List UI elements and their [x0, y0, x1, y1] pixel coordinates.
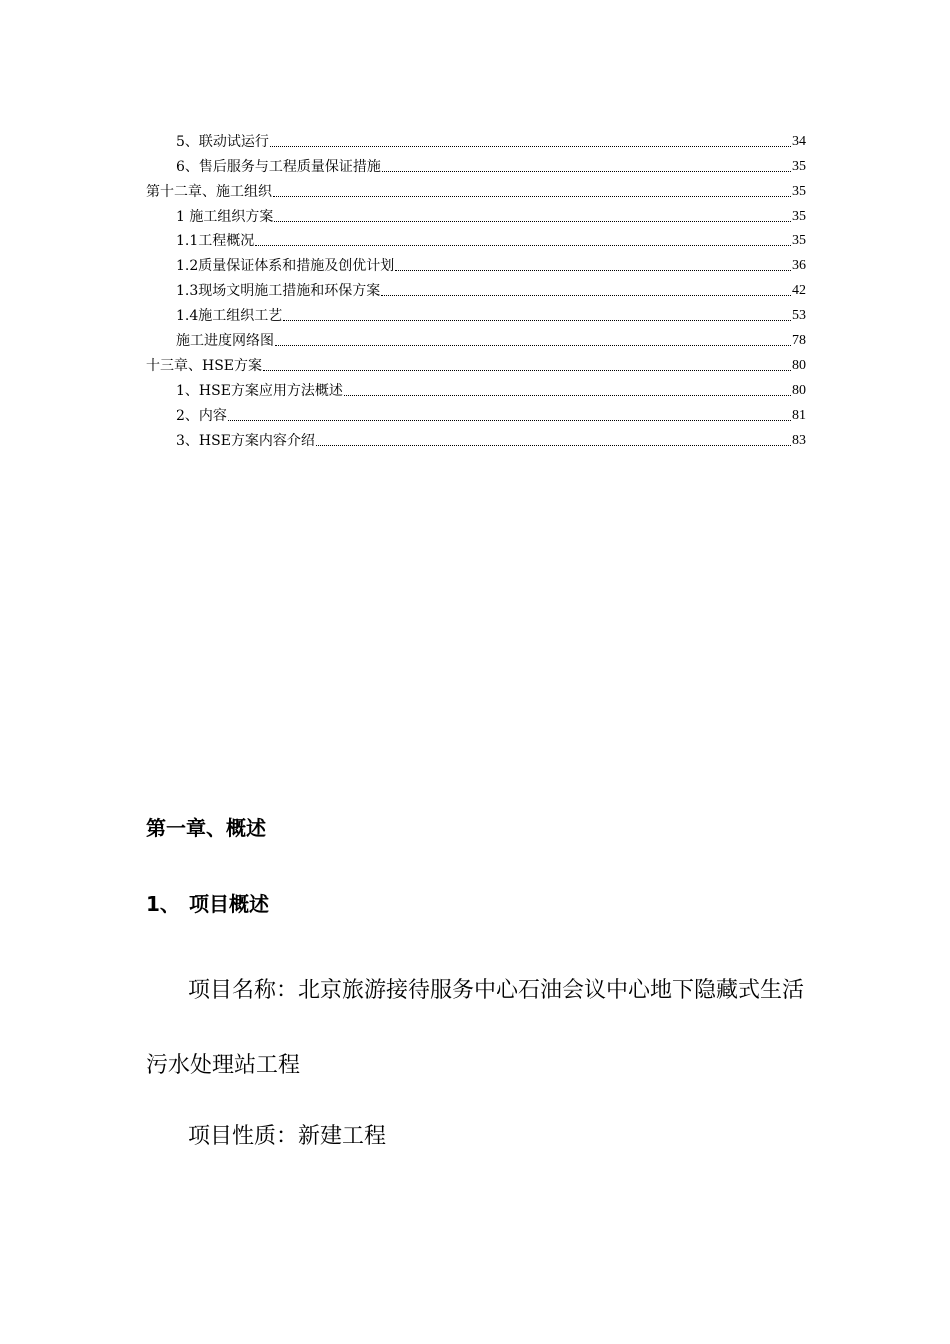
toc-entry[interactable] [146, 350, 806, 375]
toc-entry[interactable] [146, 275, 806, 300]
toc-entry-label: 1、HSE方案应用方法概述 [176, 382, 343, 399]
toc-entry-page: 81 [792, 407, 806, 423]
toc-entry-label: 2、内容 [176, 407, 227, 424]
toc-leader-dots [381, 295, 791, 296]
toc-entry[interactable] [146, 425, 806, 450]
toc-entry-page: 36 [792, 258, 806, 274]
toc-entry[interactable] [146, 400, 806, 425]
toc-entry[interactable] [146, 325, 806, 350]
toc-entry[interactable] [146, 300, 806, 325]
toc-entry[interactable] [146, 176, 806, 201]
project-nature-paragraph: 项目性质：新建工程 [188, 1124, 387, 1149]
toc-entry-label: 1.2质量保证体系和措施及创优计划 [176, 258, 395, 275]
toc-entry[interactable] [146, 201, 806, 226]
toc-leader-dots [395, 270, 791, 271]
project-name-paragraph: 项目名称：北京旅游接待服务中心石油会议中心地下隐藏式生活污水处理站工程 [146, 978, 805, 1078]
toc-entry-page: 83 [792, 432, 806, 448]
toc-entry-label: 5、联动试运行 [176, 133, 269, 150]
toc-leader-dots [228, 420, 791, 421]
toc-entry-label: 1.3现场文明施工措施和环保方案 [176, 283, 381, 300]
chapter-heading: 第一章、概述 [146, 816, 266, 840]
table-of-contents [146, 126, 806, 450]
toc-leader-dots [283, 320, 791, 321]
toc-leader-dots [273, 196, 791, 197]
toc-entry-page: 42 [792, 283, 806, 299]
toc-leader-dots [382, 171, 791, 172]
toc-entry[interactable] [146, 126, 806, 151]
toc-entry[interactable] [146, 250, 806, 275]
toc-entry[interactable] [146, 151, 806, 176]
toc-entry-page: 53 [792, 308, 806, 324]
toc-entry-page: 35 [792, 183, 806, 199]
toc-entry-label: 1.1工程概况 [176, 233, 255, 250]
toc-entry-page: 35 [792, 158, 806, 174]
toc-entry-page: 78 [792, 333, 806, 349]
toc-entry-page: 34 [792, 133, 806, 149]
toc-leader-dots [270, 146, 791, 147]
toc-entry[interactable] [146, 226, 806, 251]
toc-entry-label: 6、售后服务与工程质量保证措施 [176, 158, 381, 175]
toc-entry-page: 35 [792, 208, 806, 224]
toc-entry-label: 1 施工组织方案 [176, 208, 274, 225]
toc-entry-page: 80 [792, 382, 806, 398]
section-number: 1、 [146, 892, 180, 916]
toc-leader-dots [275, 345, 791, 346]
toc-entry-label: 施工进度网络图 [176, 333, 274, 350]
toc-entry-label: 1.4施工组织工艺 [176, 308, 283, 325]
toc-entry-page: 80 [792, 357, 806, 373]
section-title: 项目概述 [189, 892, 269, 916]
toc-leader-dots [316, 445, 791, 446]
toc-entry-label: 第十二章、施工组织 [146, 183, 272, 200]
toc-leader-dots [274, 221, 791, 222]
toc-leader-dots [344, 395, 791, 396]
toc-leader-dots [263, 370, 791, 371]
toc-entry-label: 3、HSE方案内容介绍 [176, 432, 315, 449]
toc-entry-label: 十三章、HSE方案 [146, 357, 263, 374]
toc-entry-page: 35 [792, 233, 806, 249]
toc-entry[interactable] [146, 375, 806, 400]
section-heading [146, 888, 269, 917]
toc-leader-dots [255, 245, 791, 246]
